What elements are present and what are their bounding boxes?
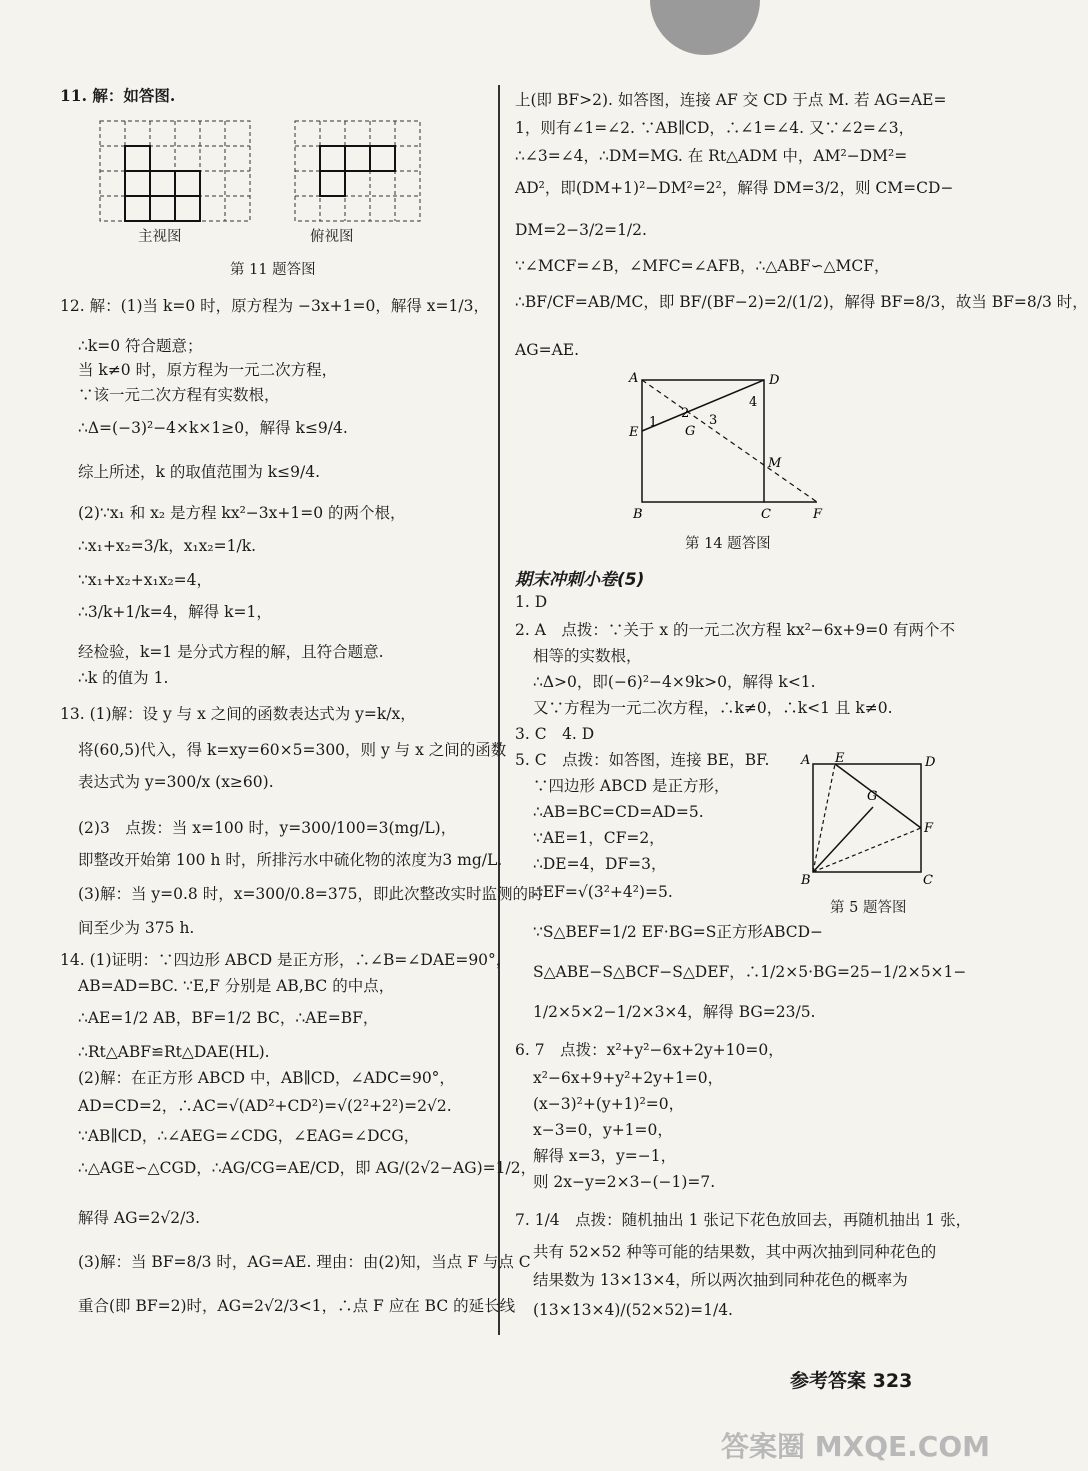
- figure-5-caption: 第 5 题答图: [830, 900, 907, 916]
- answer-14-line: 解得 AG=2√2/3.: [78, 1209, 201, 1227]
- label-B: B: [633, 507, 643, 522]
- answer-14-line: ∴Rt△ABF≌Rt△DAE(HL).: [78, 1043, 270, 1061]
- answer-line: 2. A 点拨：∵关于 x 的一元二次方程 kx²−6x+9=0 有两个不: [515, 621, 955, 639]
- answer-12-line: (2)∵x₁ 和 x₂ 是方程 kx²−3x+1=0 的两个根，: [78, 504, 406, 522]
- answer-line: 5. C 点拨：如答图，连接 BE，BF.: [515, 751, 770, 769]
- answer-line: ∴EF=√(3²+4²)=5.: [533, 883, 673, 901]
- label-E: E: [629, 425, 639, 440]
- answer-line: ∴AB=BC=CD=AD=5.: [533, 803, 704, 821]
- answer-line: 相等的实数根，: [533, 647, 642, 665]
- column-divider: [498, 85, 500, 1335]
- answer-12-line: 当 k≠0 时，原方程为一元二次方程，: [78, 361, 338, 379]
- answer-12-line: 12. 解：(1)当 k=0 时，原方程为 −3x+1=0，解得 x=1/3，: [60, 297, 489, 315]
- answer-line: 结果数为 13×13×4，所以两次抽到同种花色的概率为: [533, 1271, 908, 1289]
- answer-14-cont: AG=AE.: [515, 341, 579, 359]
- answer-13-line: 表达式为 y=300/x (x≥60).: [78, 773, 274, 791]
- answer-line: 6. 7 点拨：x²+y²−6x+2y+10=0，: [515, 1041, 784, 1059]
- section-title: 期末冲刺小卷(5): [515, 570, 645, 590]
- answer-14-line: (3)解：当 BF=8/3 时，AG=AE. 理由：由(2)知，当点 F 与点 C: [78, 1253, 531, 1271]
- label-F: F: [813, 507, 823, 522]
- label-B: B: [801, 873, 811, 888]
- answer-line: (13×13×4)/(52×52)=1/4.: [533, 1301, 733, 1319]
- answer-12-line: ∴x₁+x₂=3/k，x₁x₂=1/k.: [78, 537, 257, 555]
- answer-line: 1. D: [515, 593, 548, 611]
- answer-13-line: 13. (1)解：设 y 与 x 之间的函数表达式为 y=k/x，: [60, 705, 416, 723]
- answer-13-line: 间至少为 375 h.: [78, 919, 195, 937]
- answer-14-cont: DM=2−3/2=1/2.: [515, 221, 647, 239]
- answer-11: 11. 解：如答图.: [60, 86, 176, 105]
- label-F: F: [924, 821, 934, 836]
- answer-line: ∵四边形 ABCD 是正方形，: [533, 777, 730, 795]
- answer-12-line: ∴k=0 符合题意；: [78, 337, 203, 355]
- answer-12-line: ∵x₁+x₂+x₁x₂=4，: [78, 571, 213, 589]
- label-G: G: [685, 424, 696, 439]
- page-footer: [790, 1366, 912, 1393]
- front-view-shape: [125, 146, 200, 221]
- answer-12-line: ∴Δ=(−3)²−4×k×1≥0，解得 k≤9/4.: [78, 419, 348, 437]
- answer-line: ∵AE=1，CF=2，: [533, 829, 665, 847]
- answer-12-line: ∵该一元二次方程有实数根，: [78, 386, 280, 404]
- answer-line: 7. 1/4 点拨：随机抽出 1 张记下花色放回去，再随机抽出 1 张，: [515, 1211, 972, 1229]
- answer-13-line: 即整改开始第 100 h 时，所排污水中硫化物的浓度为3 mg/L.: [78, 851, 503, 869]
- answer-14-line: 重合(即 BF=2)时，AG=2√2/3<1，∴点 F 应在 BC 的延长线: [78, 1297, 516, 1315]
- header-tab: [650, 0, 760, 55]
- answer-14-cont: ∴BF/CF=AB/MC，即 BF/(BF−2)=2/(1/2)，解得 BF=8/3，故当 BF=8/3 时，: [515, 293, 1088, 311]
- angle-4: 4: [749, 395, 758, 410]
- label-C: C: [761, 507, 771, 522]
- figure-11-caption: 第 11 题答图: [230, 262, 316, 278]
- answer-14-cont: AD²，即(DM+1)²−DM²=2²，解得 DM=3/2，则 CM=CD−: [515, 179, 954, 197]
- answer-14-line: (2)解：在正方形 ABCD 中，AB∥CD，∠ADC=90°，: [78, 1069, 455, 1087]
- label-M: M: [768, 456, 782, 471]
- top-view-shape: [320, 146, 395, 196]
- label-A: A: [629, 371, 639, 386]
- label-D: D: [769, 373, 780, 388]
- answer-line: 3. C 4. D: [515, 725, 595, 743]
- answer-13-line: (3)解：当 y=0.8 时，x=300/0.8=375，即此次整改实时监测的时: [78, 885, 544, 903]
- answer-line: ∴DE=4，DF=3，: [533, 855, 667, 873]
- answer-12-line: ∴k 的值为 1.: [78, 669, 169, 687]
- figure-5: [797, 750, 937, 890]
- answer-14-line: ∵AB∥CD，∴∠AEG=∠CDG，∠EAG=∠DCG，: [78, 1127, 420, 1145]
- answer-line: S△ABE−S△BCF−S△DEF，∴1/2×5·BG=25−1/2×5×1−: [533, 963, 967, 981]
- label-E: E: [835, 751, 845, 766]
- figure-14-caption: 第 14 题答图: [685, 536, 771, 552]
- angle-1: 1: [649, 415, 658, 430]
- answer-line: 则 2x−y=2×3−(−1)=7.: [533, 1173, 716, 1191]
- watermark: 答案圈 MXQE.COM: [721, 1430, 990, 1463]
- answer-12-line: ∴3/k+1/k=4，解得 k=1，: [78, 603, 272, 621]
- answer-12-line: 综上所述，k 的取值范围为 k≤9/4.: [78, 463, 320, 481]
- label-C: C: [923, 873, 933, 888]
- label-D: D: [925, 755, 936, 770]
- figure-14: [625, 370, 845, 530]
- top-view-label: 俯视图: [310, 229, 354, 245]
- answer-14-line: ∴△AGE∽△CGD，∴AG/CG=AE/CD，即 AG/(2√2−AG)=1/2，: [78, 1159, 537, 1177]
- answer-line: x−3=0，y+1=0，: [533, 1121, 673, 1139]
- answer-line: (x−3)²+(y+1)²=0，: [533, 1095, 685, 1113]
- answer-line: ∵S△BEF=1/2 EF·BG=S正方形ABCD−: [533, 923, 824, 941]
- answer-line: 共有 52×52 种等可能的结果数，其中两次抽到同种花色的: [533, 1243, 937, 1261]
- answer-line: ∴Δ>0，即(−6)²−4×9k>0，解得 k<1.: [533, 673, 816, 691]
- answer-13-line: (2)3 点拨：当 x=100 时，y=300/100=3(mg/L)，: [78, 819, 457, 837]
- front-view-label: 主视图: [138, 229, 182, 245]
- answer-14-line: AD=CD=2，∴AC=√(AD²+CD²)=√(2²+2²)=2√2.: [78, 1097, 452, 1115]
- footer-label: 参考答案: [790, 1370, 867, 1392]
- answer-14-cont: ∴∠3=∠4，∴DM=MG. 在 Rt△ADM 中，AM²−DM²=: [515, 147, 908, 165]
- answer-14-cont: 1，则有∠1=∠2. ∵AB∥CD，∴∠1=∠4. 又∵∠2=∠3，: [515, 119, 915, 137]
- answer-line: 又∵方程为一元二次方程，∴k≠0，∴k<1 且 k≠0.: [533, 699, 893, 717]
- answer-14-line: ∴AE=1/2 AB，BF=1/2 BC，∴AE=BF，: [78, 1009, 379, 1027]
- label-A: A: [801, 753, 811, 768]
- answer-line: 解得 x=3，y=−1，: [533, 1147, 677, 1165]
- page-number: 323: [872, 1370, 913, 1392]
- answer-14-cont: ∵∠MCF=∠B，∠MFC=∠AFB，∴△ABF∽△MCF，: [515, 257, 890, 275]
- answer-14-line: 14. (1)证明：∵四边形 ABCD 是正方形，∴∠B=∠DAE=90°，: [60, 951, 512, 969]
- angle-2: 2: [681, 406, 690, 421]
- answer-14-line: AB=AD=BC. ∵E,F 分别是 AB,BC 的中点，: [78, 977, 395, 995]
- answer-line: x²−6x+9+y²+2y+1=0，: [533, 1069, 724, 1087]
- answer-14-cont: 上(即 BF>2). 如答图，连接 AF 交 CD 于点 M. 若 AG=AE=: [515, 91, 947, 109]
- label-G: G: [867, 789, 878, 804]
- answer-12-line: 经检验，k=1 是分式方程的解，且符合题意.: [78, 643, 384, 661]
- angle-3: 3: [709, 413, 718, 428]
- answer-13-line: 将(60,5)代入，得 k=xy=60×5=300，则 y 与 x 之间的函数: [78, 741, 507, 759]
- answer-line: 1/2×5×2−1/2×3×4，解得 BG=23/5.: [533, 1003, 816, 1021]
